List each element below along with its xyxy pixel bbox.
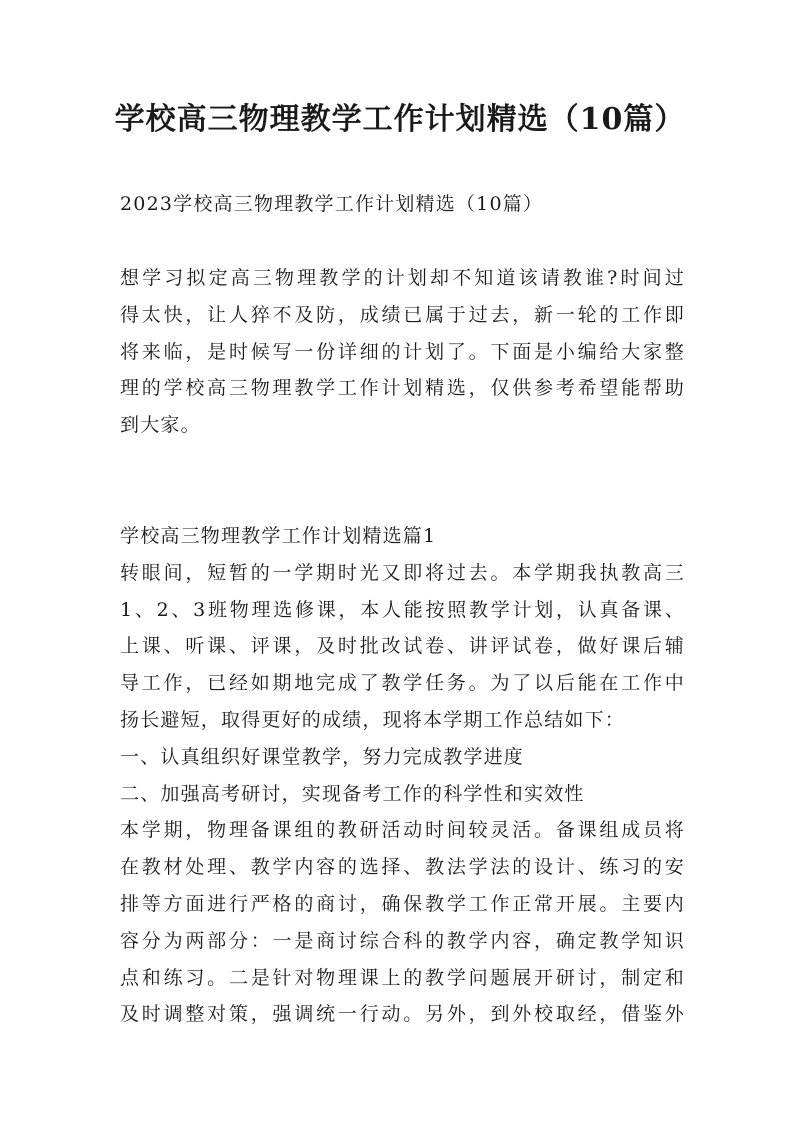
section-line: 扬长避短，取得更好的成绩，现将本学期工作总结如下： xyxy=(120,708,626,731)
section-line: 导工作，已经如期地完成了教学任务。为了以后能在工作中 xyxy=(120,672,685,695)
intro-line: 得太快，让人猝不及防，成绩已属于过去，新一轮的工作即 xyxy=(120,303,685,326)
section-heading: 学校高三物理教学工作计划精选篇1 xyxy=(120,525,437,547)
subtitle-line: 2023学校高三物理教学工作计划精选（10篇） xyxy=(120,193,544,215)
section-line: 在教材处理、教学内容的选择、教法学法的设计、练习的安 xyxy=(120,856,685,879)
document-title: 学校高三物理教学工作计划精选（10篇） xyxy=(114,102,686,137)
section-1 xyxy=(120,518,685,1033)
intro-line: 想学习拟定高三物理教学的计划却不知道该请教谁?时间过 xyxy=(120,267,685,289)
section-line: 上课、听课、评课，及时批改试卷、讲评试卷，做好课后辅 xyxy=(120,635,685,658)
section-line: 1、2、3班物理选修课，本人能按照教学计划，认真备课、 xyxy=(120,598,685,621)
intro-line: 将来临，是时候写一份详细的计划了。下面是小编给大家整 xyxy=(120,340,685,363)
section-line: 容分为两部分：一是商讨综合科的教学内容，确定教学知识 xyxy=(120,929,685,952)
intro-line: 到大家。 xyxy=(120,414,201,437)
intro-line: 理的学校高三物理教学工作计划精选，仅供参考希望能帮助 xyxy=(120,377,685,400)
section-line: 本学期，物理备课组的教研活动时间较灵活。备课组成员将 xyxy=(120,819,685,842)
document-subtitle xyxy=(120,186,685,223)
intro-paragraph xyxy=(120,260,685,444)
section-line: 点和练习。二是针对物理课上的教学问题展开研讨，制定和 xyxy=(120,966,685,989)
section-line: 排等方面进行严格的商讨，确保教学工作正常开展。主要内 xyxy=(120,892,685,915)
section-subheading: 一、认真组织好课堂教学，努力完成教学进度 xyxy=(120,745,525,768)
section-line: 及时调整对策，强调统一行动。另外，到外校取经，借鉴外 xyxy=(120,1003,685,1026)
section-subheading: 二、加强高考研讨，实现备考工作的科学性和实效性 xyxy=(120,782,585,805)
section-line: 转眼间，短暂的一学期时光又即将过去。本学期我执教高三 xyxy=(120,561,685,584)
